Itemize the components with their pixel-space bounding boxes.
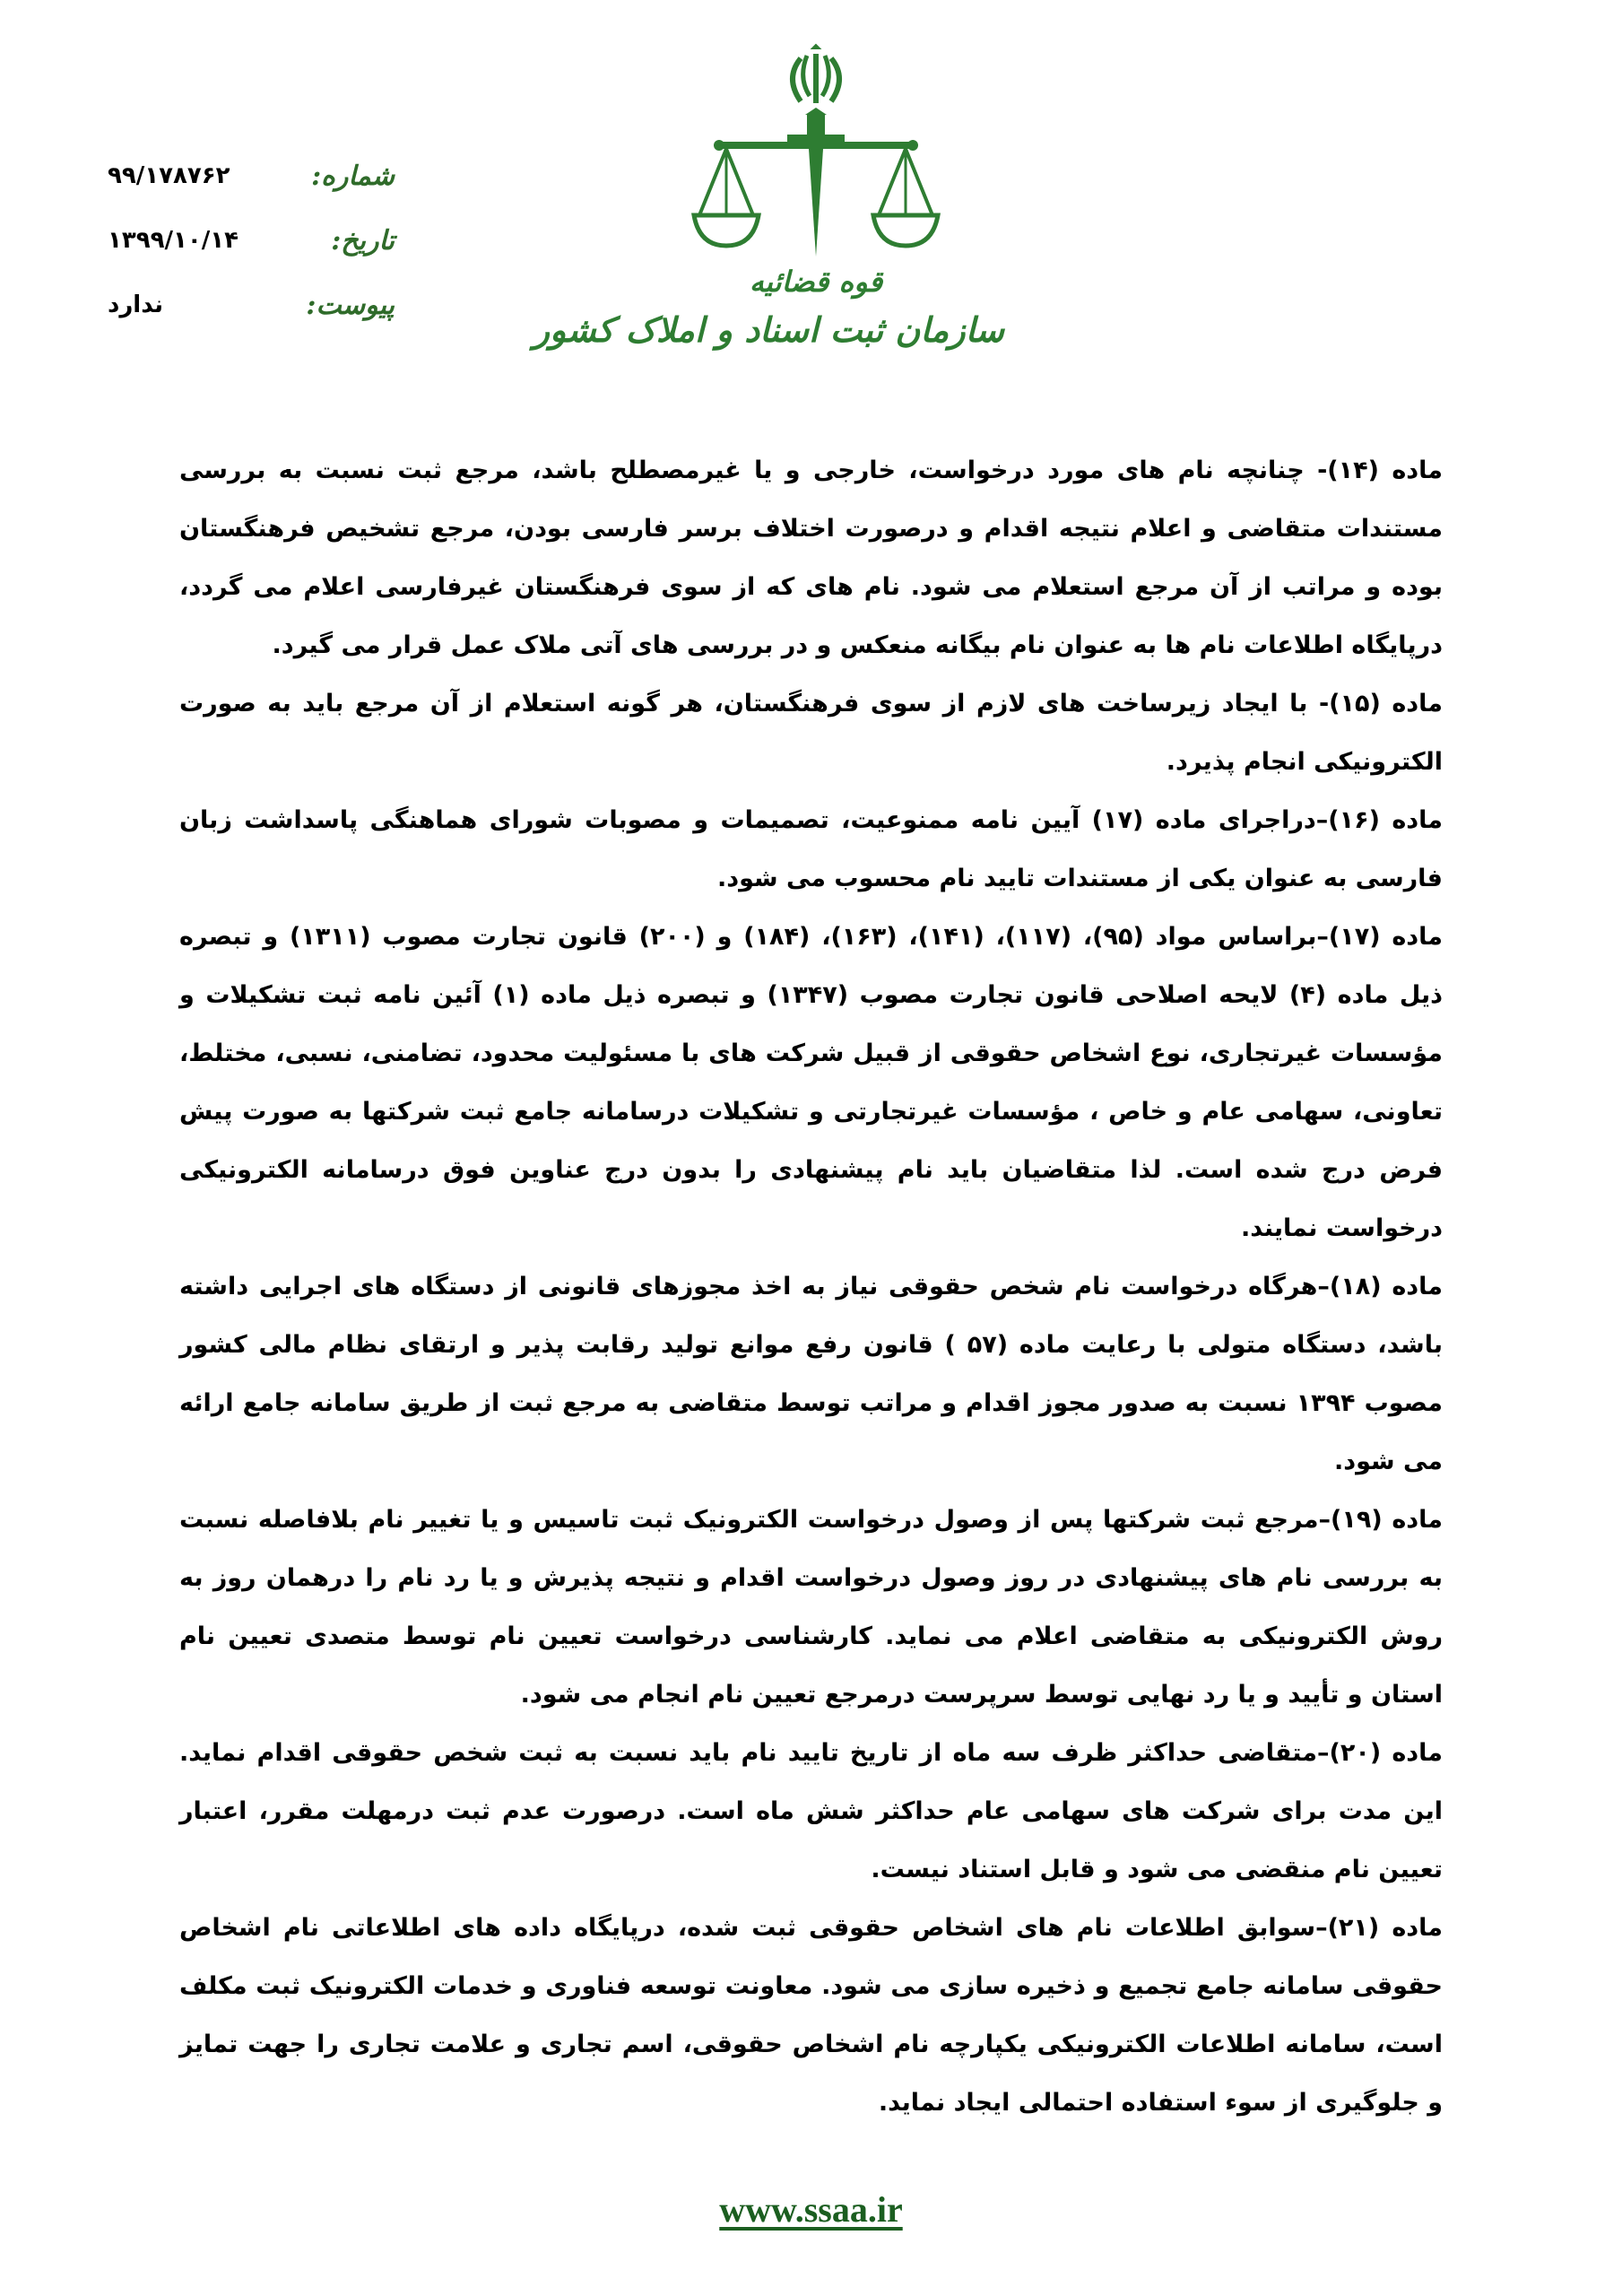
- article-heading: ماده (۱۸): [1329, 1273, 1443, 1300]
- footer: [0, 2188, 1622, 2231]
- meta-date-label: تاریخ:: [331, 224, 395, 257]
- article-heading: ماده (۱۵): [1329, 690, 1443, 718]
- article-heading: ماده (۱۹): [1331, 1506, 1444, 1534]
- meta-attachment-label: پیوست:: [306, 289, 395, 321]
- article-heading: ماده (۲۱): [1327, 1914, 1444, 1942]
- article-text: –دراجرای ماده (۱۷) آیین نامه ممنوعیت، تصمیمات و مصوبات شورای هماهنگی پاسداشت زبان فارسی به عنوان یکی از مستندات تایید نام محسوب می شود.: [179, 806, 1443, 892]
- meta-attachment-row: [99, 273, 395, 337]
- article-16: [179, 791, 1443, 908]
- article-19: [179, 1491, 1443, 1724]
- scales-of-justice-icon: [681, 36, 950, 269]
- meta-attachment-value: ندارد: [108, 291, 164, 318]
- article-20: [179, 1724, 1443, 1899]
- article-18: [179, 1257, 1443, 1491]
- article-14: [179, 441, 1443, 674]
- article-text: –هرگاه درخواست نام شخص حقوقی نیاز به اخذ مجوزهای قانونی از دستگاه های اجرایی داشته باشد، دستگاه متولی با رعایت ماده (۵۷ ) قانون رفع موانع تولید رقابت پذیر و ارتقای نظام مالی کشور مصوب ۱۳۹۴ نسبت به صدور مجوز اقدام و مراتب توسط متقاضی به مرجع ثبت از طریق سامانه جامع ارائه می شود.: [179, 1273, 1444, 1475]
- article-15: [179, 674, 1443, 791]
- article-text: –براساس مواد (۹۵)، (۱۱۷)، (۱۴۱)، (۱۶۳)، (۱۸۴) و (۲۰۰) قانون تجارت مصوب (۱۳۱۱) و تبصره ذیل ماده (۴) لایحه اصلاحی قانون تجارت مصوب (۱۳۴۷) و تبصره ذیل ماده (۱) آئین نامه ثبت تشکیلات و مؤسسات غیرتجاری، نوع اشخاص حقوقی از قبیل شرکت های با مسئولیت محدود، تضامنی، نسبی، مختلط، تعاونی، سهامی عام و خاص ، مؤسسات غیرتجارتی و تشکیلات درسامانه جامع ثبت شرکتها به صورت پیش فرض درج شده است. لذا متقاضیان باید نام پیشنهادی را بدون درج عناوین فوق درسامانه الکترونیکی درخواست نمایند.: [179, 923, 1443, 1242]
- article-text: - با ایجاد زیرساخت های لازم از سوی فرهنگستان، هر گونه استعلام از آن مرجع باید به صورت الکترونیکی انجام پذیرد.: [179, 690, 1443, 776]
- article-text: –مرجع ثبت شرکتها پس از وصول درخواست الکترونیک ثبت تاسیس و یا تغییر نام بلافاصله نسبت به بررسی نام های پیشنهادی در روز وصول درخواست اقدام و نتیجه پذیرش و یا رد نام را درهمان روز به روش الکترونیکی به متقاضی اعلام می نماید. کارشناسی درخواست تعیین نام توسط متصدی تعیین نام استان و تأیید و یا رد نهایی توسط سرپرست درمرجع تعیین نام انجام می شود.: [179, 1506, 1443, 1709]
- article-heading: ماده (۱۶): [1328, 806, 1443, 834]
- article-heading: ماده (۱۴): [1327, 457, 1443, 484]
- org-name-judiciary: قوه قضائیه: [749, 265, 883, 299]
- article-21: [179, 1899, 1443, 2132]
- meta-number-row: [99, 144, 395, 208]
- article-text: - چنانچه نام های مورد درخواست، خارجی و یا غیرمصطلح باشد، مرجع ثبت نسبت به بررسی مستندات متقاضی و اعلام نتیجه اقدام و درصورت اختلاف برسر فارسی بودن، مرجع تشخیص فرهنگستان بوده و مراتب از آن مرجع استعلام می شود. نام های که از سوی فرهنگستان غیرفارسی اعلام می گردد، درپایگاه اطلاعات نام ها به عنوان نام بیگانه منعکس و در بررسی های آتی ملاک عمل قرار می گیرد.: [179, 457, 1443, 659]
- article-heading: ماده (۱۷): [1328, 923, 1444, 951]
- article-text: –متقاضی حداکثر ظرف سه ماه از تاریخ تایید نام باید نسبت به ثبت شخص حقوقی اقدام نماید. این مدت برای شرکت های سهامی عام حداکثر شش ماه است. درصورت عدم ثبت درمهلت مقرر، اعتبار تعیین نام منقضی می شود و قابل استناد نیست.: [179, 1739, 1443, 1883]
- meta-date-value: ۱۳۹۹/۱۰/۱۴: [108, 227, 239, 254]
- judiciary-emblem: [533, 36, 1004, 368]
- org-name-registration: سازمان ثبت اسناد و املاک کشور: [533, 309, 1004, 350]
- website-link[interactable]: www.ssaa.ir: [719, 2189, 903, 2230]
- meta-number-label: شماره:: [311, 160, 395, 192]
- document-body: [179, 441, 1443, 2132]
- letter-meta: [99, 144, 395, 337]
- article-text: –سوابق اطلاعات نام های اشخاص حقوقی ثبت شده، درپایگاه داده های اطلاعاتی نام اشخاص حقوقی سامانه جامع تجمیع و ذخیره سازی می شود. معاونت توسعه فناوری و خدمات الکترونیک ثبت مکلف است، سامانه اطلاعات الکترونیکی یکپارچه نام اشخاص حقوقی، اسم تجاری و علامت تجاری را جهت تمایز و جلوگیری از سوء استفاده احتمالی ایجاد نماید.: [179, 1914, 1443, 2117]
- meta-date-row: [99, 208, 395, 273]
- meta-number-value: ۹۹/۱۷۸۷۶۲: [108, 162, 230, 189]
- article-heading: ماده (۲۰): [1329, 1739, 1444, 1767]
- article-17: [179, 908, 1443, 1257]
